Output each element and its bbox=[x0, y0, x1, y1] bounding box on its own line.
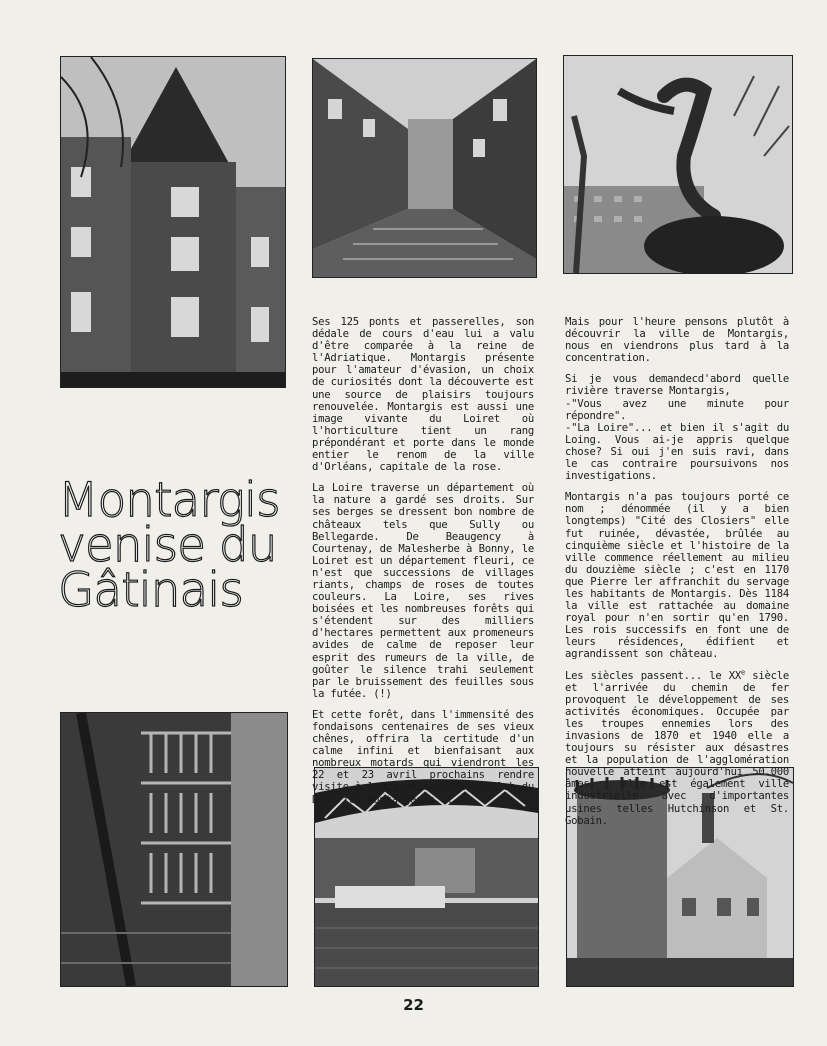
paragraph bbox=[565, 670, 789, 827]
statue-photo bbox=[563, 55, 793, 274]
paragraph-text: siècle et l'arrivée du chemin de fer provoquent le développement de ses activités économiques. Occupée par les troupes ennemies lors des invasions de 1870 et 1940 elle a toujours su résister aux désastres et la population de l'agglomération nouvelle atteint aujourd'hui 50.000 âmes ; elle est également ville industrielle avec d'importantes usines telles Hutchinson et St. Gobain. bbox=[565, 669, 789, 827]
title-line-2: venise du bbox=[58, 518, 277, 573]
tower-building-photo bbox=[60, 56, 286, 388]
balcony-stairs-photo bbox=[60, 712, 288, 987]
paragraph: Et cette forêt, dans l'immensité des fondaisons centenaires de ses vieux chênes, offrira la certitude d'un calme infini et bienfaisant aux nombreux motards qui viendront les 22 et 23 avril prochains rendre visite à leurs amis du Motor-Club du District Montargeois... bbox=[312, 708, 534, 806]
article-title bbox=[58, 473, 298, 618]
paragraph: Ses 125 ponts et passerelles, son dédale de cours d'eau lui a valu d'être comparée à la reine de l'Adriatique. Montargis présente pour l'amateur d'évasion, un choix de curiosités dont la découverte est une source de plaisirs toujours renouvelée. Montargis est aussi une image vivante du Loiret où l'horticulture tient un rang prépondérant et porte dans le monde entier le renom de la ville d'Orléans, capitale de la rose. bbox=[312, 316, 534, 474]
page-number: 22 bbox=[403, 996, 424, 1014]
paragraph bbox=[565, 422, 789, 482]
paragraph-line: -"Vous avez une minute pour répondre". bbox=[565, 397, 789, 422]
paragraph-text: Les siècles passent... le XX bbox=[565, 669, 742, 682]
canal-street-photo bbox=[312, 58, 537, 278]
paragraph bbox=[565, 373, 789, 397]
paragraph: Montargis n'a pas toujours porté ce nom ; dénommée (il y a bien longtemps) "Cité des Closiers" elle fut ruinée, dévastée, brûlée au cinquième siècle et l'histoire de la ville commence réellement au milieu du douzième siècle ; c'est en 1170 que Pierre ler affranchit du servage les habitants de Montargis. Dès 1184 la ville est rattachée au domaine royal pour n'en sortir qu'en 1790. Les rois successifs en font une de leurs résidences, édifient et agrandissent son château. bbox=[565, 491, 789, 661]
title-line-3: Gâtinais bbox=[58, 563, 243, 618]
paragraph: Mais pour l'heure pensons plutôt à découvrir la ville de Montargis, nous en viendrons plus tard à la concentration. bbox=[565, 316, 789, 365]
article-column-middle bbox=[312, 316, 534, 815]
paragraph bbox=[565, 398, 789, 422]
superscript: e bbox=[741, 668, 745, 676]
paragraph-line: Si je vous demandecd'abord quelle rivière traverse Montargis, bbox=[565, 373, 789, 398]
paragraph-line: -"La Loire"... et bien il s'agit du Loing. Vous ai-je appris quelque chose? Si oui j'en suis ravi, dans le cas contraire poursuivons nos investigations. bbox=[565, 421, 789, 483]
title-line-1: Montargis bbox=[58, 473, 280, 528]
paragraph: La Loire traverse un département où la nature a gardé ses droits. Sur ses berges se dressent bon nombre de châteaux tels que Sully ou Bellegarde. De Beaugency à Courtenay, de Malesherbe à Bonny, le Loiret est un département fleuri, ce n'est que successions de villages riants, champs de roses de toutes couleurs. La Loire, ses rives boisées et les nombreuses forêts qui s'étendent sur des milliers d'hectares permettent aux promeneurs avides de calme de reposer leur esprit des rumeurs de la ville, de goûter le silence trahi seulement par le bruissement des feuilles sous la futée. (!) bbox=[312, 482, 534, 700]
article-column-right bbox=[565, 316, 789, 836]
